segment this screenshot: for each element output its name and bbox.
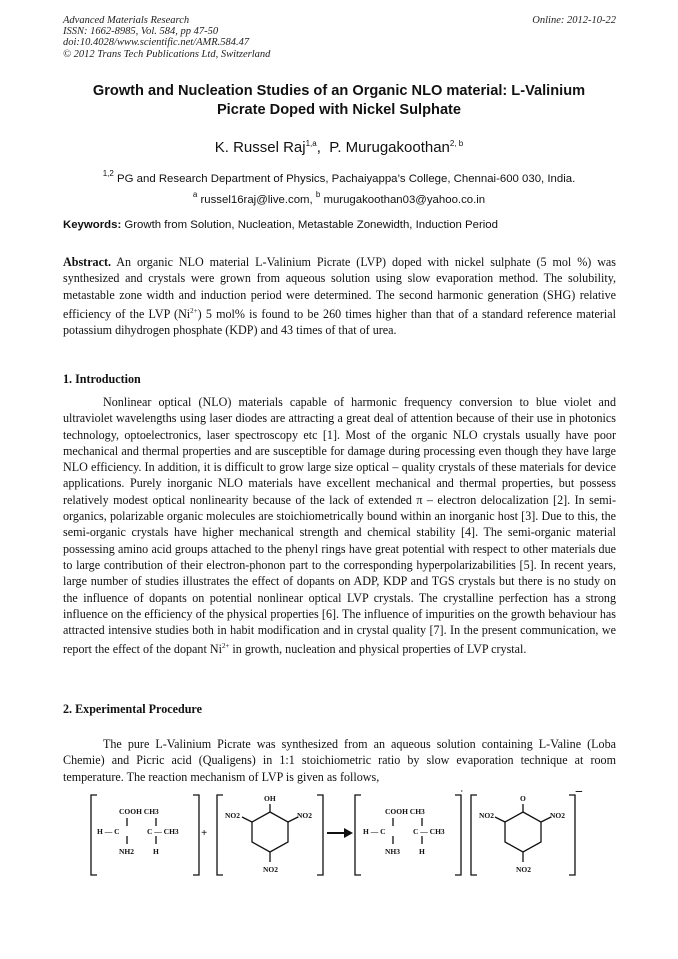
label-h-1: H [153, 847, 159, 856]
copyright: © 2012 Trans Tech Publications Ltd, Switzerland [63, 48, 271, 60]
author-2-sup: 2, b [449, 139, 464, 148]
author-sep: , [316, 139, 330, 156]
author-2: P. Murugakoothan [329, 139, 450, 156]
journal-name: Advanced Materials Research [63, 15, 190, 26]
section-1-text-a: Nonlinear optical (NLO) materials capable of harmonic frequency conversion to blue violet and ultraviolet wavelengths using laser diodes are attracting a great deal of attention because of their use in photonics technology, optoelectronics, laser spectroscopy etc [1]. Most of the organic NLO crystals usually have poor mechanical and thermal properties and are susceptible for damage during processing even though they have large NLO efficiency. In addition, it is difficult to grow large size optical – quality crystals of these materials for device applications. Purely inorganic NLO materials have excellent mechanical and thermal properties, but possess relatively modest optical nonlinearity because of the lack of extended π – electron delocalization [2]. In semi-organics, polarizable organic molecules are stoichiometrically bound within an inorganic host [3]. Due to this, the semi-organic crystals have higher mechanical strength and chemical stability [4]. The semi-organic material possessing amino acid groups attached to the phenyl rings have great potential with respect to other materials due to large contribution of their electron-phonon part to the corresponding hyperpolarizabilities [5]. In recent years, large number of studies illustrates the effect of dopants on ADP, KDP and TGS crystals but there is no study on the influence of dopants on potential nonlinear optical LVP crystals. The crystalline perfection has a strong influence on the efficiency of the physical properties [6]. The influence of impurities on the growth behaviour has attracted intensive studies both in habit modification and in crystal quality [7]. In the present communication, we report the effect of the dopant Ni [63, 395, 616, 657]
title-line-2: Picrate Doped with Nickel Sulphate [216, 102, 462, 118]
email-2[interactable]: murugakoothan03@yahoo.co.in [320, 194, 486, 206]
section-1-heading: 1. Introduction [63, 372, 141, 386]
label-cooh-ch3: COOH CH3 [119, 807, 159, 816]
section-2-heading: 2. Experimental Procedure [63, 702, 202, 716]
email-2-sup: b [315, 190, 321, 199]
label-h-c: H — C [97, 827, 120, 836]
section-1-body [63, 394, 616, 658]
label-no2-3: NO2 [263, 865, 278, 874]
abstract-text-b: ) 5 mol% is found to be 260 times higher than that of a standard reference material potassium dihydrogen phosphate (KDP) and 43 times of that of urea. [63, 306, 616, 338]
reaction-scheme [85, 790, 615, 885]
title-line-1: Growth and Nucleation Studies of an Organic NLO material: L-Valinium [92, 83, 586, 99]
label-nh2: NH2 [119, 847, 134, 856]
email-1-sup: a [192, 190, 198, 199]
label-oh: OH [264, 794, 276, 803]
keywords [63, 219, 618, 231]
affiliation [40, 166, 638, 208]
label-no2-1: NO2 [225, 811, 240, 820]
label-no2-6: NO2 [516, 865, 531, 874]
author-1-sup: 1,a [305, 139, 317, 148]
reaction-scheme-svg [85, 790, 615, 885]
section-2-body [63, 736, 616, 785]
label-c-ch3: C — CH3 [147, 827, 179, 836]
online-date: Online: 2012-10-22 [532, 15, 616, 26]
abstract [63, 254, 616, 339]
abstract-label: Abstract. [63, 255, 112, 269]
label-no2-5: NO2 [550, 811, 565, 820]
section-1-text-b: in growth, nucleation and physical properties of LVP crystal. [229, 642, 527, 657]
label-charge-pos: + [459, 790, 465, 796]
abstract-text-a: An organic NLO material L-Valinium Picrate (LVP) doped with nickel sulphate (5 mol %) was synthesized and crystals were grown from aqueous solution using slow evaporation method. The solubility, metastable zone width and induction period were determined. The second harmonic generation (SHG) relative efficiency of the LVP (Ni [63, 255, 616, 321]
label-h-c-2: H — C [363, 827, 386, 836]
affil-text: PG and Research Department of Physics, Pachaiyappa’s College, Chennai-600 030, India. [113, 173, 576, 185]
authors [40, 139, 638, 156]
abstract-sup: 2+ [190, 306, 198, 315]
label-nh3: NH3 [385, 847, 400, 856]
label-no2-4: NO2 [479, 811, 494, 820]
label-plus: + [201, 827, 208, 839]
keywords-label: Keywords: [63, 219, 122, 231]
doi: doi:10.4028/www.scientific.net/AMR.584.47 [63, 37, 250, 49]
issn: ISSN: 1662-8985, Vol. 584, pp 47-50 [63, 26, 219, 38]
email-1[interactable]: russel16raj@live.com, [197, 194, 316, 206]
label-c-ch3-2: C — CH3 [413, 827, 445, 836]
label-h-2: H [419, 847, 425, 856]
label-charge-neg: − [575, 790, 583, 800]
label-no2-2: NO2 [297, 811, 312, 820]
author-1: K. Russel Raj [214, 139, 306, 156]
label-cooh-ch3-2: COOH CH3 [385, 807, 425, 816]
affil-sup: 1,2 [102, 169, 114, 178]
keywords-text: Growth from Solution, Nucleation, Metastable Zonewidth, Induction Period [121, 219, 498, 231]
paper-title [40, 82, 638, 120]
section-1-sup: 2+ [221, 642, 230, 651]
section-2-text: The pure L-Valinium Picrate was synthesized from an aqueous solution containing L-Valine (Loba Chemie) and Picric acid (Qualigens) in 1:1 stoichiometric ratio by slow evaporation technique at room temperature. The reaction mechanism of LVP is given as follows, [63, 737, 616, 784]
page-header [63, 15, 616, 60]
label-o: O [520, 794, 526, 803]
